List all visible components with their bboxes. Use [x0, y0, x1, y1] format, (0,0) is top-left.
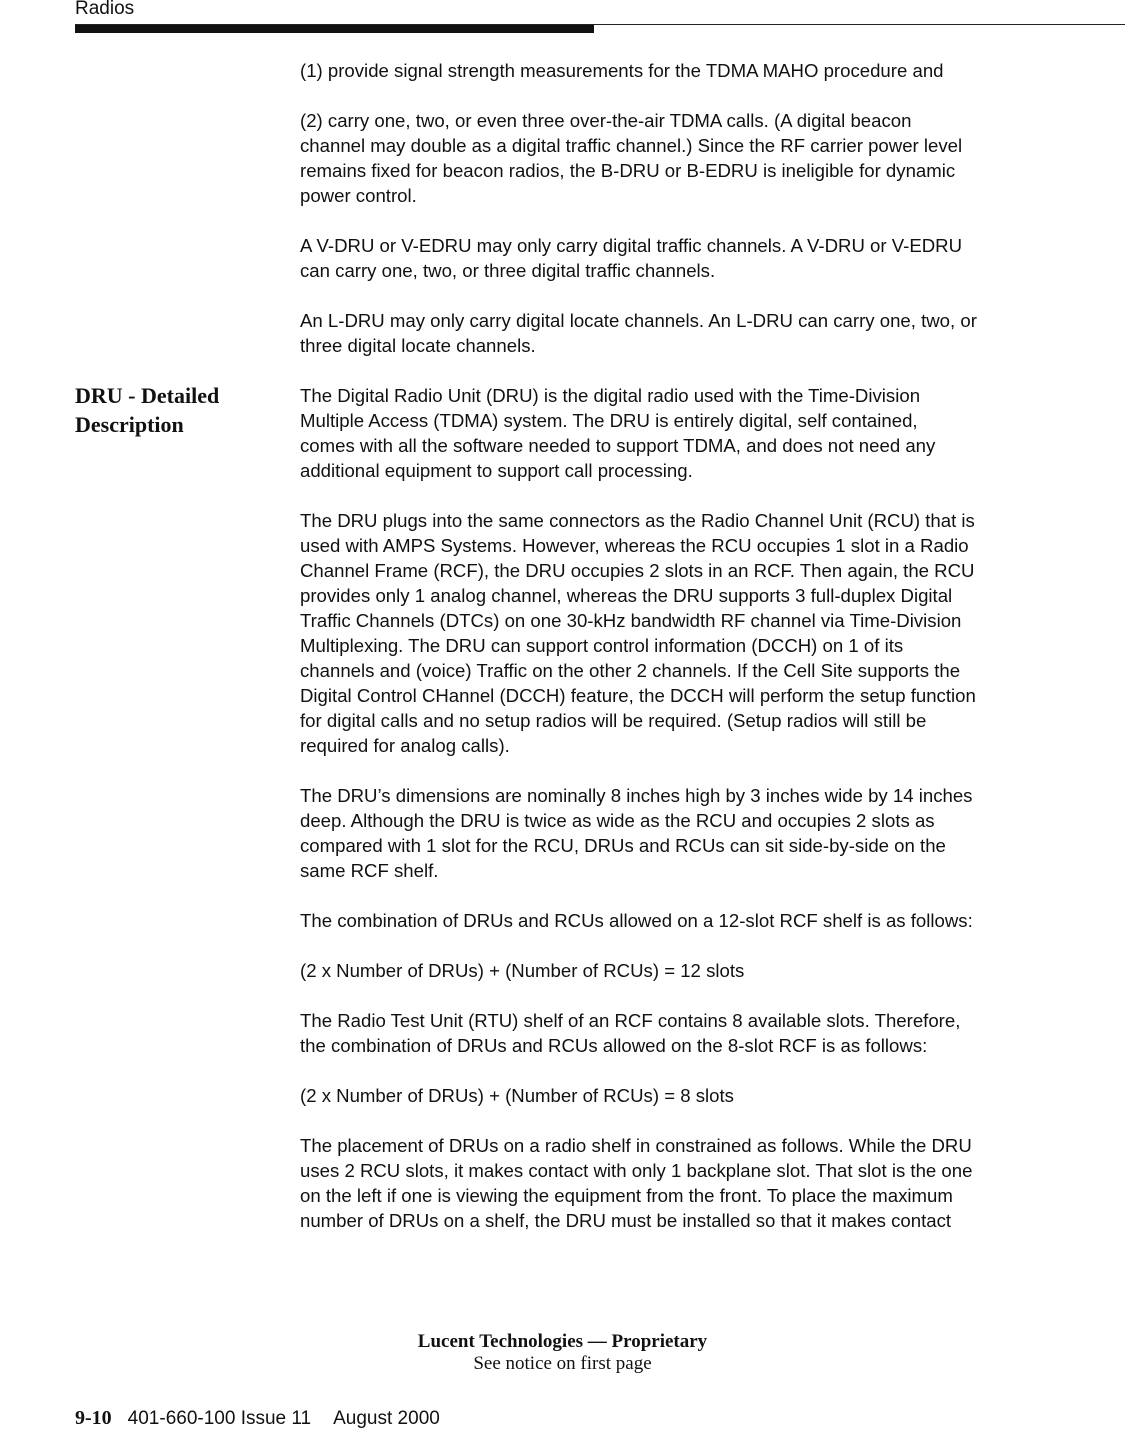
text-line: remains fixed for beacon radios, the B-DRU or B-EDRU is ineligible for dynamic — [300, 160, 956, 181]
text-line: number of DRUs on a shelf, the DRU must be installed so that it makes contact — [300, 1210, 952, 1231]
page-footer — [75, 1407, 440, 1430]
document-date: August 2000 — [333, 1408, 440, 1429]
text-line: (2) carry one, two, or even three over-the-air TDMA calls. (A digital beacon — [300, 110, 912, 131]
text-line: The DRU plugs into the same connectors as the Radio Channel Unit (RCU) that is — [300, 510, 975, 531]
body-paragraph — [300, 1008, 1060, 1058]
footer-notice: See notice on first page — [473, 1353, 652, 1374]
body-paragraph — [300, 383, 1060, 483]
text-line: Multiple Access (TDMA) system. The DRU is entirely digital, self contained, — [300, 410, 918, 431]
text-line: Multiplexing. The DRU can support control information (DCCH) on 1 of its — [300, 635, 904, 656]
text-line: for digital calls and no setup radios will be required. (Setup radios will still be — [300, 710, 927, 731]
text-line: The Digital Radio Unit (DRU) is the digital radio used with the Time-Division — [300, 385, 921, 406]
text-line: Digital Control CHannel (DCCH) feature, the DCCH will perform the setup function — [300, 685, 976, 706]
text-line: The combination of DRUs and RCUs allowed on a 12-slot RCF shelf is as follows: — [300, 910, 973, 931]
section-heading-line: Description — [75, 412, 184, 437]
text-line: An L-DRU may only carry digital locate channels. An L-DRU can carry one, two, or — [300, 310, 977, 331]
intro-block — [300, 58, 1060, 358]
page-number: 9-10 — [75, 1407, 112, 1429]
intro-paragraph-4 — [300, 308, 1060, 358]
formula-line — [300, 1083, 1060, 1108]
body-paragraph — [300, 908, 1060, 933]
body-paragraph — [300, 508, 1060, 758]
text-line: Channel Frame (RCF), the DRU occupies 2 slots in an RCF. Then again, the RCU — [300, 560, 975, 581]
body-paragraph — [300, 783, 1060, 883]
running-header-title: Radios — [75, 0, 135, 19]
formula-line — [300, 958, 1060, 983]
text-line: (2 x Number of DRUs) + (Number of RCUs) = 8 slots — [300, 1085, 734, 1106]
text-line: used with AMPS Systems. However, whereas the RCU occupies 1 slot in a Radio — [300, 535, 969, 556]
text-line: deep. Although the DRU is twice as wide as the RCU and occupies 2 slots as — [300, 810, 935, 831]
intro-paragraph-2 — [300, 108, 1060, 208]
text-line: provides only 1 analog channel, whereas the DRU supports 3 full-duplex Digital — [300, 585, 953, 606]
text-line: required for analog calls). — [300, 735, 510, 756]
text-line: (2 x Number of DRUs) + (Number of RCUs) = 12 slots — [300, 960, 745, 981]
text-line: compared with 1 slot for the RCU, DRUs and RCUs can sit side-by-side on the — [300, 835, 946, 856]
text-line: power control. — [300, 185, 417, 206]
text-line: uses 2 RCU slots, it makes contact with only 1 backplane slot. That slot is the one — [300, 1160, 973, 1181]
text-line: channel may double as a digital traffic channel.) Since the RF carrier power level — [300, 135, 963, 156]
text-line: A V-DRU or V-EDRU may only carry digital traffic channels. A V-DRU or V-EDRU — [300, 235, 963, 256]
text-line: three digital locate channels. — [300, 335, 536, 356]
text-line: the combination of DRUs and RCUs allowed on the 8-slot RCF is as follows: — [300, 1035, 928, 1056]
intro-paragraph-3 — [300, 233, 1060, 283]
text-line: channels and (voice) Traffic on the other 2 channels. If the Cell Site supports the — [300, 660, 961, 681]
text-line: can carry one, two, or three digital traffic channels. — [300, 260, 716, 281]
text-line: The Radio Test Unit (RTU) shelf of an RCF contains 8 available slots. Therefore, — [300, 1010, 961, 1031]
text-line: additional equipment to support call processing. — [300, 460, 693, 481]
text-line: The DRU’s dimensions are nominally 8 inches high by 3 inches wide by 14 inches — [300, 785, 973, 806]
text-line: on the left if one is viewing the equipment from the front. To place the maximum — [300, 1185, 953, 1206]
text-line: Traffic Channels (DTCs) on one 30-kHz bandwidth RF channel via Time-Division — [300, 610, 962, 631]
text-line: comes with all the software needed to support TDMA, and does not need any — [300, 435, 936, 456]
section-heading — [75, 381, 285, 439]
intro-paragraph-1: (1) provide signal strength measurements for the TDMA MAHO procedure and — [300, 60, 944, 81]
body-paragraph — [300, 1133, 1060, 1233]
text-line: same RCF shelf. — [300, 860, 439, 881]
document-id: 401-660-100 Issue 11 — [127, 1408, 312, 1429]
footer-proprietary: Lucent Technologies — Proprietary — [417, 1331, 708, 1352]
section-heading-line: DRU - Detailed — [75, 383, 220, 408]
section-body — [300, 383, 1060, 1233]
text-line: The placement of DRUs on a radio shelf in constrained as follows. While the DRU — [300, 1135, 972, 1156]
header-bar — [75, 25, 594, 33]
